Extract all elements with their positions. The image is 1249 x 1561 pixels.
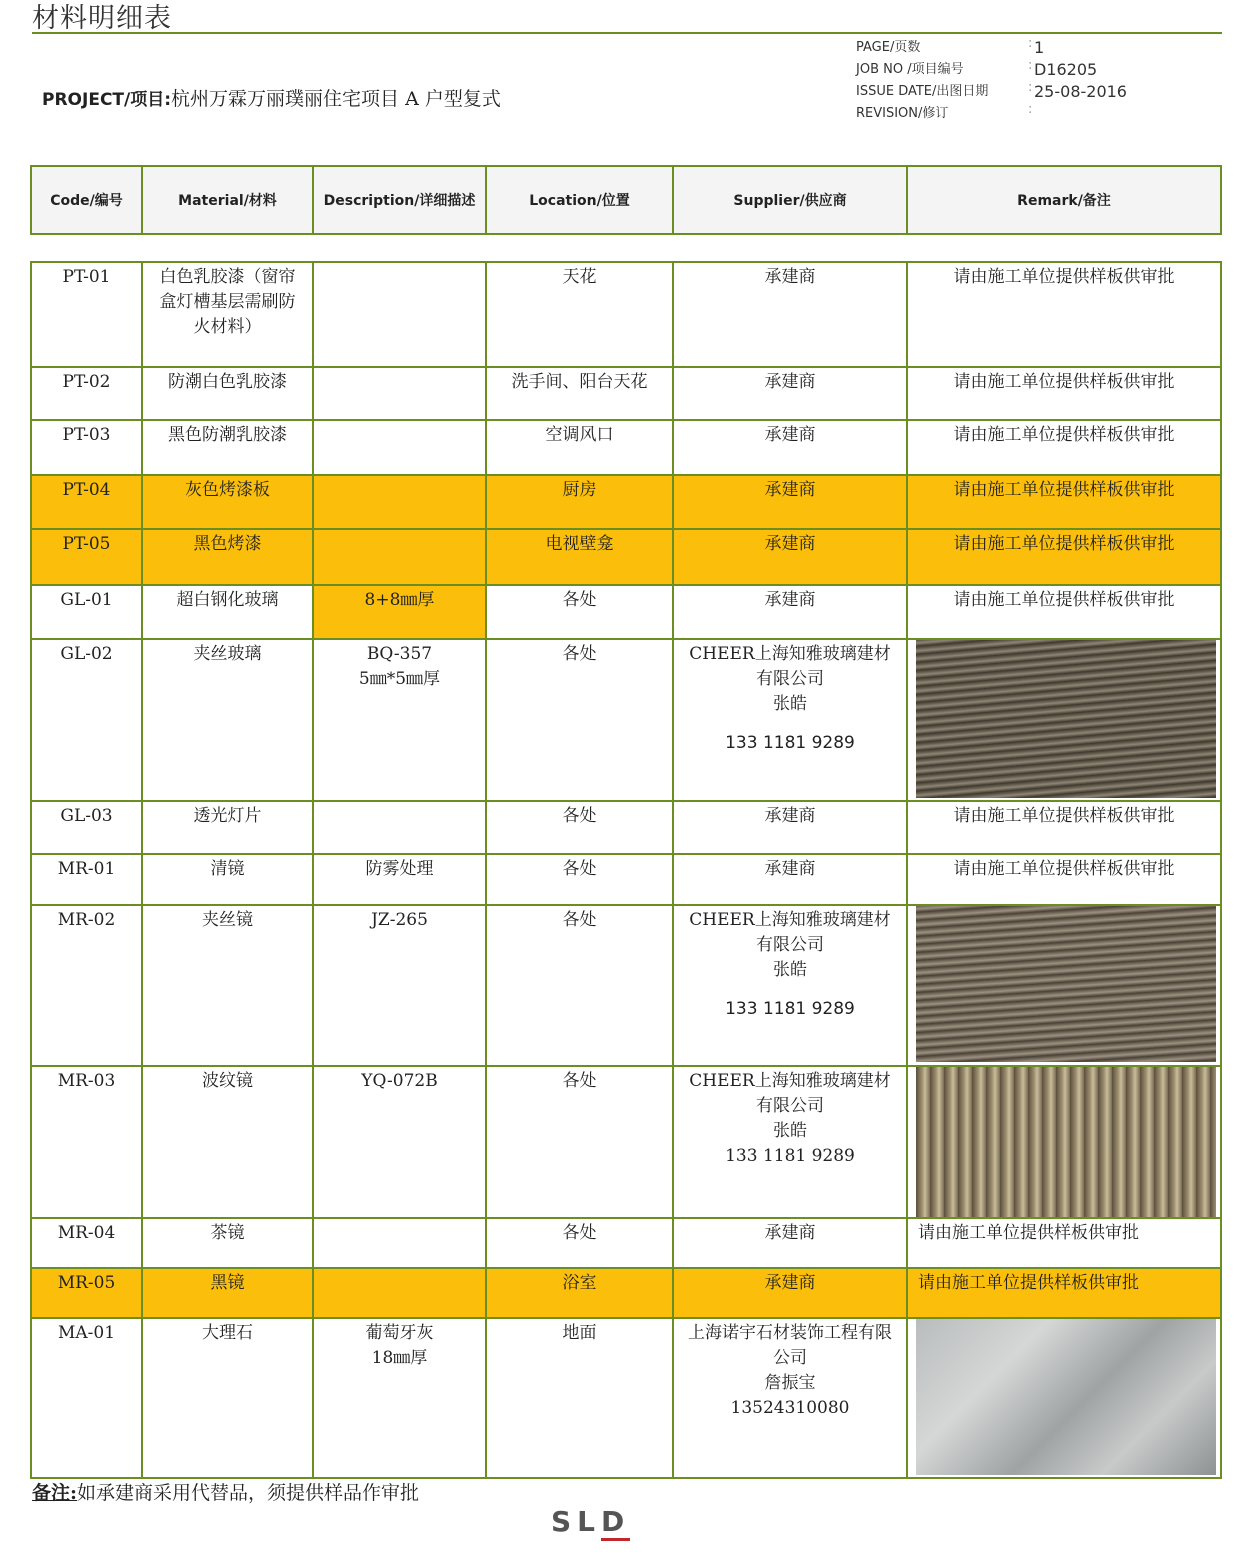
cell-location: 空调风口 bbox=[486, 420, 673, 475]
cell-remark: 请由施工单位提供样板供审批 bbox=[907, 854, 1221, 905]
cell-material: 黑色防潮乳胶漆 bbox=[142, 420, 313, 475]
cell-remark: 请由施工单位提供样板供审批 bbox=[907, 367, 1221, 420]
table-row bbox=[31, 420, 1221, 475]
cell-supplier: 承建商 bbox=[673, 801, 907, 854]
table-row-highlighted bbox=[31, 1268, 1221, 1318]
cell-supplier: 承建商 bbox=[673, 367, 907, 420]
cell-remark: 请由施工单位提供样板供审批 bbox=[907, 1218, 1221, 1268]
cell-code: PT-03 bbox=[31, 420, 142, 475]
cell-description: JZ-265 bbox=[313, 905, 486, 1066]
cell-sample-image bbox=[907, 639, 1221, 801]
cell-remark: 请由施工单位提供样板供审批 bbox=[907, 475, 1221, 529]
table-row bbox=[31, 801, 1221, 854]
meta-issue-date: ISSUE DATE/出图日期 : 25-08-2016 bbox=[856, 80, 1127, 101]
cell-remark: 请由施工单位提供样板供审批 bbox=[907, 1268, 1221, 1318]
document-meta bbox=[856, 36, 1236, 124]
cell-remark: 请由施工单位提供样板供审批 bbox=[907, 529, 1221, 585]
cell-code: PT-04 bbox=[31, 475, 142, 529]
sld-logo bbox=[551, 1505, 630, 1538]
cell-location: 洗手间、阳台天花 bbox=[486, 367, 673, 420]
logo-text: SL bbox=[551, 1505, 602, 1538]
table-row bbox=[31, 585, 1221, 639]
cell-code: GL-03 bbox=[31, 801, 142, 854]
header-remark: Remark/备注 bbox=[907, 166, 1221, 234]
description-spec: 5㎜*5㎜厚 bbox=[358, 669, 441, 689]
cell-code: GL-02 bbox=[31, 639, 142, 801]
cell-description bbox=[313, 1268, 486, 1318]
wired-glass-sample-image bbox=[916, 639, 1216, 798]
project-line bbox=[42, 84, 501, 111]
cell-location: 地面 bbox=[486, 1318, 673, 1478]
header-description: Description/详细描述 bbox=[313, 166, 486, 234]
cell-material: 超白钢化玻璃 bbox=[142, 585, 313, 639]
cell-sample-image bbox=[907, 905, 1221, 1066]
supplier-name: CHEER上海知雅玻璃建材有限公司 bbox=[689, 1071, 891, 1116]
cell-code: PT-05 bbox=[31, 529, 142, 585]
cell-location: 各处 bbox=[486, 1066, 673, 1218]
cell-code: PT-02 bbox=[31, 367, 142, 420]
cell-material: 大理石 bbox=[142, 1318, 313, 1478]
footnote bbox=[32, 1478, 419, 1505]
cell-supplier: 承建商 bbox=[673, 529, 907, 585]
cell-remark: 请由施工单位提供样板供审批 bbox=[907, 420, 1221, 475]
cell-description bbox=[313, 801, 486, 854]
cell-material: 灰色烤漆板 bbox=[142, 475, 313, 529]
cell-location: 各处 bbox=[486, 801, 673, 854]
cell-material: 黑镜 bbox=[142, 1268, 313, 1318]
cell-supplier bbox=[673, 639, 907, 801]
cell-description: 8+8㎜厚 bbox=[313, 585, 486, 639]
header-code: Code/编号 bbox=[31, 166, 142, 234]
ripple-mirror-sample-image bbox=[916, 1066, 1216, 1217]
cell-supplier: 承建商 bbox=[673, 854, 907, 905]
cell-supplier bbox=[673, 1318, 907, 1478]
supplier-contact: 詹振宝 bbox=[764, 1373, 816, 1393]
supplier-name: CHEER上海知雅玻璃建材有限公司 bbox=[689, 644, 891, 689]
table-row bbox=[31, 905, 1221, 1066]
meta-page: PAGE/页数 : 1 bbox=[856, 36, 1045, 57]
supplier-contact: 张皓 bbox=[773, 1121, 807, 1141]
cell-material: 波纹镜 bbox=[142, 1066, 313, 1218]
cell-code: MR-02 bbox=[31, 905, 142, 1066]
description-spec: 18㎜厚 bbox=[371, 1348, 428, 1368]
cell-code: GL-01 bbox=[31, 585, 142, 639]
marble-sample-image bbox=[916, 1318, 1216, 1475]
cell-description bbox=[313, 367, 486, 420]
cell-supplier: 承建商 bbox=[673, 1218, 907, 1268]
cell-description bbox=[313, 1318, 486, 1478]
cell-material: 白色乳胶漆（窗帘盒灯槽基层需刷防火材料） bbox=[142, 262, 313, 367]
cell-location: 浴室 bbox=[486, 1268, 673, 1318]
cell-supplier bbox=[673, 1066, 907, 1218]
cell-material: 茶镜 bbox=[142, 1218, 313, 1268]
cell-material: 夹丝镜 bbox=[142, 905, 313, 1066]
meta-value: D16205 bbox=[1034, 60, 1098, 79]
table-row bbox=[31, 367, 1221, 420]
cell-location: 厨房 bbox=[486, 475, 673, 529]
cell-code: PT-01 bbox=[31, 262, 142, 367]
cell-description: 防雾处理 bbox=[313, 854, 486, 905]
meta-job-no: JOB NO /项目编号 : D16205 bbox=[856, 58, 1098, 79]
cell-code: MR-01 bbox=[31, 854, 142, 905]
cell-code: MA-01 bbox=[31, 1318, 142, 1478]
table-row-highlighted bbox=[31, 475, 1221, 529]
supplier-contact: 张皓 bbox=[773, 694, 807, 714]
cell-remark: 请由施工单位提供样板供审批 bbox=[907, 262, 1221, 367]
supplier-phone: 133 1181 9289 bbox=[725, 733, 855, 753]
supplier-name: CHEER上海知雅玻璃建材有限公司 bbox=[689, 910, 891, 955]
cell-remark: 请由施工单位提供样板供审批 bbox=[907, 801, 1221, 854]
cell-remark: 请由施工单位提供样板供审批 bbox=[907, 585, 1221, 639]
footnote-text: 如承建商采用代替品，须提供样品作审批 bbox=[77, 1482, 420, 1504]
cell-sample-image bbox=[907, 1318, 1221, 1478]
table-header bbox=[30, 165, 1222, 235]
cell-description bbox=[313, 262, 486, 367]
cell-description bbox=[313, 420, 486, 475]
cell-location: 各处 bbox=[486, 854, 673, 905]
materials-table bbox=[30, 261, 1222, 1479]
cell-description bbox=[313, 529, 486, 585]
table-row bbox=[31, 262, 1221, 367]
cell-location: 各处 bbox=[486, 585, 673, 639]
cell-supplier: 承建商 bbox=[673, 262, 907, 367]
header-supplier: Supplier/供应商 bbox=[673, 166, 907, 234]
supplier-phone: 133 1181 9289 bbox=[725, 1146, 855, 1166]
cell-supplier: 承建商 bbox=[673, 475, 907, 529]
meta-key: PAGE/页数 bbox=[856, 40, 921, 55]
table-row bbox=[31, 639, 1221, 801]
cell-location: 各处 bbox=[486, 1218, 673, 1268]
cell-code: MR-03 bbox=[31, 1066, 142, 1218]
cell-material: 黑色烤漆 bbox=[142, 529, 313, 585]
cell-supplier: 承建商 bbox=[673, 585, 907, 639]
supplier-phone: 133 1181 9289 bbox=[725, 999, 855, 1019]
cell-code: MR-04 bbox=[31, 1218, 142, 1268]
table-row bbox=[31, 1218, 1221, 1268]
meta-key: ISSUE DATE/出图日期 bbox=[856, 84, 989, 99]
cell-description bbox=[313, 475, 486, 529]
footnote-label: 备注: bbox=[32, 1482, 78, 1504]
cell-supplier: 承建商 bbox=[673, 1268, 907, 1318]
header-location: Location/位置 bbox=[486, 166, 673, 234]
cell-location: 电视壁龛 bbox=[486, 529, 673, 585]
supplier-contact: 张皓 bbox=[773, 960, 807, 980]
cell-material: 透光灯片 bbox=[142, 801, 313, 854]
cell-description bbox=[313, 1218, 486, 1268]
description-stone: 葡萄牙灰 bbox=[365, 1323, 434, 1343]
cell-location: 各处 bbox=[486, 639, 673, 801]
supplier-name: 上海诺宇石材装饰工程有限公司 bbox=[688, 1323, 892, 1368]
logo-text-d: D bbox=[601, 1505, 630, 1541]
table-row bbox=[31, 1066, 1221, 1218]
table-row bbox=[31, 854, 1221, 905]
project-name: 杭州万霖万丽璞丽住宅项目 A 户型复式 bbox=[171, 88, 501, 110]
cell-material: 夹丝玻璃 bbox=[142, 639, 313, 801]
cell-supplier bbox=[673, 905, 907, 1066]
table-row bbox=[31, 1318, 1221, 1478]
meta-key: JOB NO /项目编号 bbox=[856, 62, 964, 77]
cell-code: MR-05 bbox=[31, 1268, 142, 1318]
cell-material: 清镜 bbox=[142, 854, 313, 905]
cell-supplier: 承建商 bbox=[673, 420, 907, 475]
supplier-phone: 13524310080 bbox=[730, 1398, 850, 1418]
description-model: BQ-357 bbox=[366, 644, 433, 664]
cell-description: YQ-072B bbox=[313, 1066, 486, 1218]
title-rule bbox=[32, 32, 1222, 34]
table-row-highlighted bbox=[31, 529, 1221, 585]
header-material: Material/材料 bbox=[142, 166, 313, 234]
cell-location: 各处 bbox=[486, 905, 673, 1066]
cell-material: 防潮白色乳胶漆 bbox=[142, 367, 313, 420]
meta-revision: REVISION/修订 : bbox=[856, 102, 1033, 121]
project-label: PROJECT/项目: bbox=[42, 90, 172, 110]
meta-key: REVISION/修订 bbox=[856, 106, 949, 121]
meta-value: 1 bbox=[1034, 38, 1045, 57]
cell-description bbox=[313, 639, 486, 801]
document-title: 材料明细表 bbox=[32, 3, 172, 34]
wired-mirror-sample-image bbox=[916, 905, 1216, 1062]
cell-location: 天花 bbox=[486, 262, 673, 367]
meta-value: 25-08-2016 bbox=[1034, 82, 1127, 101]
cell-sample-image bbox=[907, 1066, 1221, 1218]
